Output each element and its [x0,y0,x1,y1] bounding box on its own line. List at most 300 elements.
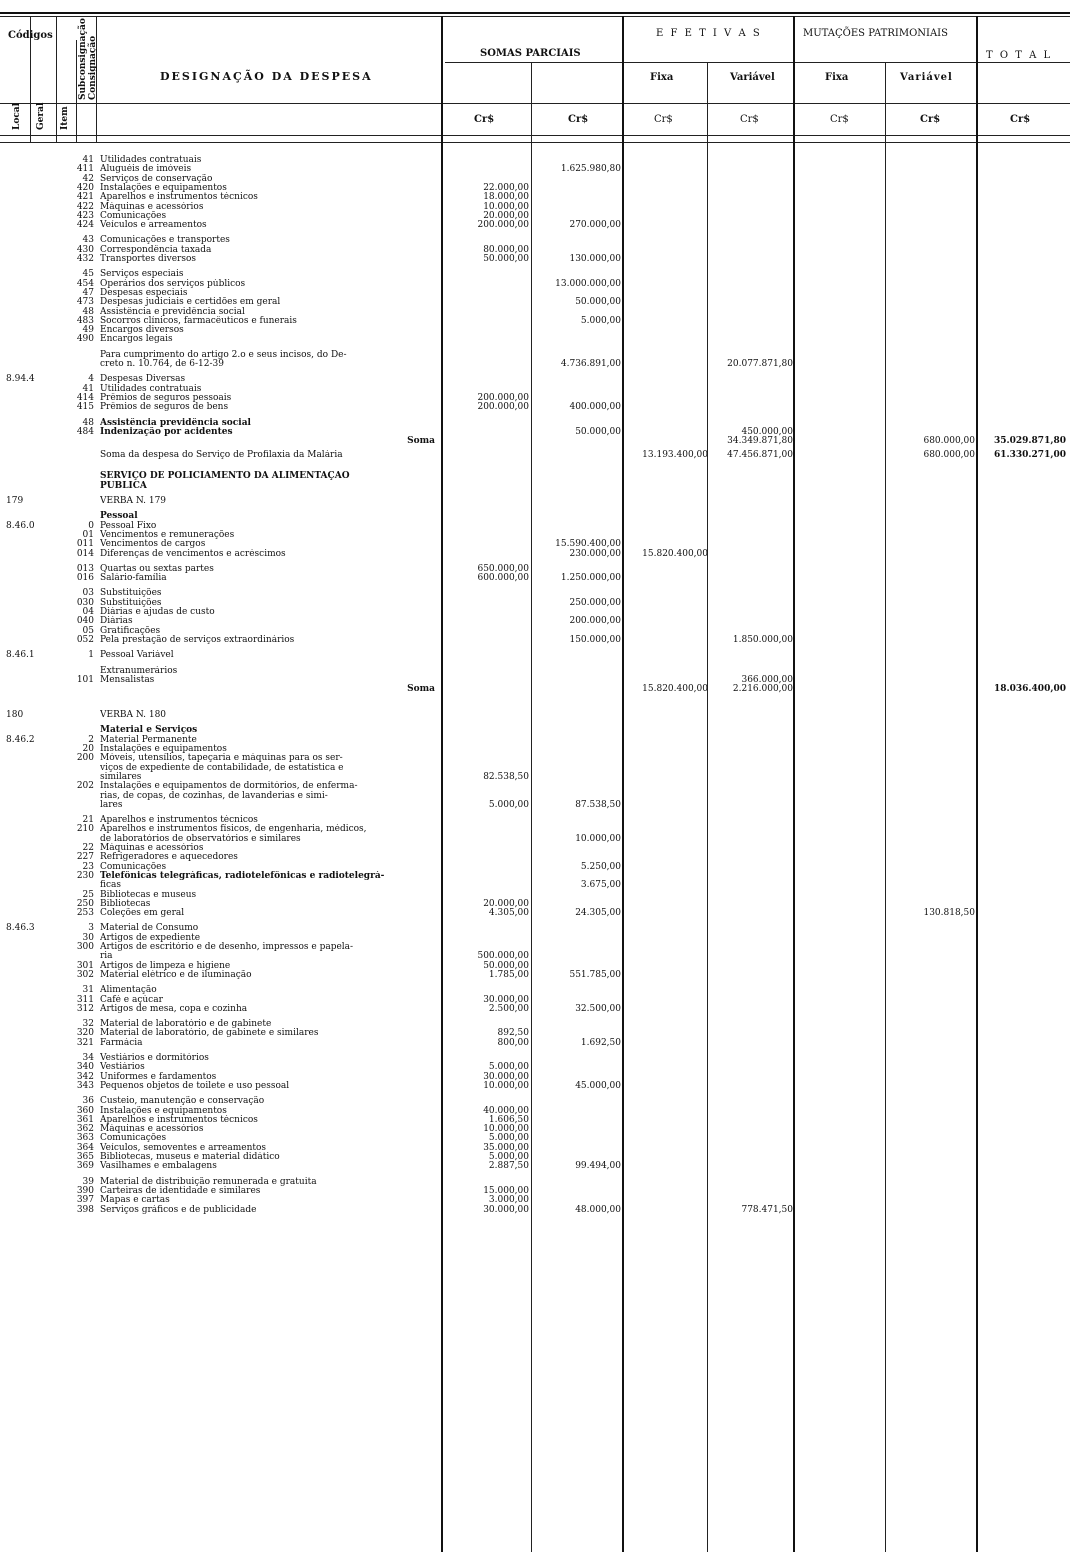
header-somas-parciais: SOMAS PARCIAIS [480,48,581,59]
cell-desc: Farmácia [100,1037,143,1048]
cell-item: 414 [76,392,94,403]
cell-p2: 270.000,00 [569,220,621,231]
cell-p1: 35.000,00 [483,1142,529,1153]
cell-desc: Instalações e equipamentos de dormitórios, de enferma- [100,781,358,792]
cell-p2: 5.000,00 [580,315,621,326]
cell-p1: 1.785,00 [488,969,529,980]
header-total: T O T A L [986,50,1053,61]
cell-item: 03 [82,588,94,599]
cell-p2: 130.000,00 [569,254,621,264]
cell-item: 31 [82,985,94,996]
header-consignacao: Consignação [88,35,98,100]
cell-desc: SERVIÇO DE POLICIAMENTO DA ALIMENTAÇÃO [100,471,350,482]
cell-item: 321 [76,1037,94,1048]
cell-desc: Máquinas e acessórios [100,1124,204,1135]
cell-ev: 366.000,00 [741,674,793,685]
cell-item: 014 [76,548,94,559]
cell-p2: 87.538,50 [575,799,621,810]
cell-p1: 5.000,00 [488,1152,529,1162]
cell-desc: Bibliotecas [100,898,151,909]
cell-p1: 4.305,00 [488,908,529,919]
header-fixa-mut: Fixa [825,72,849,83]
cell-item: 48 [82,306,94,317]
currency-label: Cr$ [1010,114,1031,125]
cell-desc: PÚBLICA [100,480,147,491]
cell-item: 415 [76,402,94,413]
cell-desc: Extranumerários [100,665,178,676]
table-row [0,650,1070,661]
cell-desc: rias, de copas, de cozinhas, de lavanderias e simi- [100,790,328,801]
table-row [0,800,1070,811]
cell-item: 25 [82,889,94,900]
cell-p2: 32.500,00 [575,1003,621,1014]
cell-item: 361 [76,1114,94,1125]
cell-p2: 400.000,00 [569,402,621,413]
cell-item: 369 [76,1161,94,1172]
cell-item: 42 [82,173,94,184]
header-geral: Geral [36,102,46,130]
cell-item: 013 [76,563,94,574]
table-row [0,573,1070,584]
cell-p1: 50.000,00 [483,960,529,971]
cell-item: 3 [88,923,94,934]
cell-desc: Aparelhos e instrumentos técnicos [100,1114,258,1125]
cell-item: 364 [76,1142,94,1153]
cell-desc: Instalações e equipamentos [100,744,227,754]
cell-ev: 20.077.871,80 [727,359,793,369]
cell-desc: ficas [100,880,122,891]
header-mutacoes: MUTAÇÕES PATRIMONIAIS [803,28,948,39]
cell-desc: Utilidades contratuais [100,383,202,394]
cell-desc: Diferenças de vencimentos e acréscimos [100,548,286,559]
cell-desc: Uniformes e fardamentos [100,1071,217,1082]
cell-desc: Operários dos serviços públicos [100,278,246,289]
table-row [0,496,1070,507]
cell-item: 424 [76,220,94,231]
cell-item: 05 [82,625,94,636]
cell-item: 362 [76,1124,94,1135]
cell-item: 040 [76,616,94,627]
top-rule-2 [0,16,1070,17]
table-row [0,908,1070,919]
cell-desc: Material e Serviços [100,725,198,736]
cell-p2: 1.625.980,80 [560,164,621,175]
cell-item: 360 [76,1105,94,1116]
cell-desc: Comunicações [100,210,167,221]
cell-desc: Mensalistas [100,674,155,685]
currency-label: Cr$ [740,114,759,125]
cell-desc: Serviços gráficos e de publicidade [100,1204,257,1215]
cell-p1: 18.000,00 [483,192,529,203]
cell-item: 41 [82,383,94,394]
cell-code: 8.46.1 [6,650,35,661]
table-row [0,549,1070,560]
cell-desc: Máquinas e acessórios [100,843,204,853]
cell-item: 1 [88,650,94,661]
cell-p1: 30.000,00 [483,1204,529,1215]
cell-desc: Pela prestação de serviços extraordinários [100,634,295,645]
table-row [0,254,1070,265]
cell-item: 253 [76,908,94,919]
cell-item: 490 [76,334,94,345]
cell-p2: 1.692,50 [580,1037,621,1048]
cell-desc: Vestiários [100,1062,145,1073]
cell-ev: 47.456.871,00 [727,450,793,461]
cell-desc: Comunicações e transportes [100,235,230,246]
cell-item: 420 [76,182,94,193]
cell-item: 101 [76,674,94,685]
table-row [0,1004,1070,1015]
cell-p1: 600.000,00 [477,573,529,584]
cell-desc: Serviços de conservação [100,173,213,184]
header-sub-rule [0,103,1070,104]
cell-desc: Artigos de limpeza e higiene [100,960,231,971]
cell-desc: Alimentação [100,985,157,996]
cell-p1: 5.000,00 [488,799,529,810]
cell-item: 011 [76,539,94,550]
currency-label: Cr$ [654,114,673,125]
cell-ev: 1.850.000,00 [732,634,793,645]
cell-desc: Assistência e previdência social [100,306,245,317]
cell-p2: 230.000,00 [569,548,621,559]
cell-item: 365 [76,1152,94,1162]
header-designacao: DESIGNAÇÃO DA DESPESA [160,70,373,83]
cell-desc: Vencimentos e remunerações [100,529,235,540]
cell-item: 473 [76,297,94,308]
cell-item: 34 [82,1053,94,1063]
cell-desc: Para cumprimento do artigo 2.o e seus incisos, do De- [100,349,347,360]
cell-item: 47 [82,287,94,298]
cell-p2: 45.000,00 [575,1080,621,1091]
currency-label: Cr$ [474,114,495,125]
cell-desc: Soma da despesa do Serviço de Profilaxia da Malária [100,450,343,461]
cell-desc: Aparelhos e instrumentos técnicos [100,815,258,826]
cell-p1: 10.000,00 [483,201,529,212]
cell-desc: Pequenos objetos de toilete e uso pessoal [100,1080,290,1091]
cell-p2: 200.000,00 [569,616,621,627]
cell-p2: 3.675,00 [580,880,621,891]
cell-desc: Material de distribuição remunerada e gratuita [100,1176,317,1187]
cell-ev: 34.349.871,80 [727,436,793,447]
cell-desc: Despesas judiciais e certidões em geral [100,297,281,308]
cell-item: 22 [82,843,94,853]
cell-soma: Soma [407,684,435,695]
cell-code: 8.46.2 [6,734,35,745]
cell-item: 04 [82,607,94,617]
cell-desc: Despesas especiais [100,287,188,298]
cell-desc: Salário-família [100,573,167,584]
cell-desc: Café e açúcar [100,994,163,1005]
table-row [0,1161,1070,1172]
currency-label: Cr$ [830,114,849,125]
cell-code: 180 [6,710,24,721]
cell-p1: 3.000,00 [488,1195,529,1206]
cell-desc: Coleções em geral [100,908,185,919]
table-row [0,635,1070,646]
cell-desc: Veículos, semoventes e arreamentos [100,1142,267,1153]
cell-desc: Móveis, utensílios, tapeçaria e máquinas para os ser- [100,753,343,764]
cell-desc: Veículos e arreamentos [100,220,207,231]
cell-p1: 10.000,00 [483,1124,529,1135]
cell-item: 397 [76,1195,94,1206]
cell-code: 8.46.3 [6,923,35,934]
table-row [0,1081,1070,1092]
cell-desc: de laboratórios de observatórios e similares [100,833,301,844]
cell-desc: Quartas ou sextas partes [100,563,214,574]
cell-p1: 15.000,00 [483,1185,529,1196]
cell-mv: 680.000,00 [923,436,975,447]
currency-label: Cr$ [920,114,941,125]
cell-desc: Aparelhos e instrumentos técnicos [100,192,258,203]
cell-item: 202 [76,781,94,792]
currency-label: Cr$ [568,114,589,125]
cell-item: 36 [82,1096,94,1107]
cell-desc: Pessoal [100,511,138,522]
cell-p2: 150.000,00 [569,634,621,645]
cell-item: 301 [76,960,94,971]
cell-desc: Prêmios de seguros pessoais [100,392,232,403]
cell-p2: 99.494,00 [575,1161,621,1172]
table-row [0,359,1070,370]
cell-desc: creto n. 10.764, de 6-12-39 [100,359,224,369]
cell-desc: Comunicações [100,1133,167,1144]
cell-desc: Instalações e equipamentos [100,182,227,193]
header-variavel-mut: Variável [900,72,953,83]
cell-desc: Aluguéis de imóveis [100,164,192,175]
cell-p1: 2.500,00 [488,1003,529,1014]
header-bottom-rule [0,135,1070,136]
cell-tot: 61.330.271,00 [993,450,1066,461]
vrule-item [76,40,77,142]
cell-desc: lares [100,799,123,810]
cell-p1: 5.000,00 [488,1133,529,1144]
cell-desc: Aparelhos e instrumentos físicos, de engenharia, médicos, [100,824,367,835]
cell-p1: 892,50 [497,1028,529,1039]
cell-item: 210 [76,824,94,835]
cell-item: 432 [76,254,94,264]
cell-desc: Custeio, manutenção e conservação [100,1096,265,1107]
cell-item: 363 [76,1133,94,1144]
cell-desc: Diárias e ajudas de custo [100,607,215,617]
header-fixa: Fixa [650,72,674,83]
cell-p1: 1.606,50 [488,1114,529,1125]
cell-code: 8.46.0 [6,520,35,531]
cell-mv: 680.000,00 [923,450,975,461]
cell-desc: Carteiras de identidade e similares [100,1185,261,1196]
cell-p1: 30.000,00 [483,1071,529,1082]
cell-desc: Gratificações [100,625,161,636]
cell-desc: Substituições [100,588,162,599]
cell-p1: 200.000,00 [477,402,529,413]
cell-p2: 5.250,00 [580,861,621,872]
cell-item: 23 [82,861,94,872]
cell-p1: 80.000,00 [483,244,529,255]
cell-desc: Correspondência taxada [100,244,212,255]
cell-desc: Artigos de mesa, copa e cozinha [100,1003,248,1014]
cell-item: 483 [76,315,94,326]
cell-item: 200 [76,753,94,764]
cell-desc: Transportes diversos [100,254,196,264]
cell-item: 01 [82,529,94,540]
table-row [0,334,1070,345]
cell-p2: 15.590.400,00 [555,539,621,550]
cell-p1: 200.000,00 [477,220,529,231]
table-row [0,1038,1070,1049]
cell-item: 030 [76,597,94,608]
cell-p1: 20.000,00 [483,898,529,909]
cell-desc: similares [100,771,142,782]
cell-p2: 4.736.891,00 [560,359,621,369]
table-row [0,402,1070,413]
table-row [0,970,1070,981]
cell-p2: 13.000.000,00 [555,278,621,289]
cell-desc: Socorros clínicos, farmacêuticos e funerais [100,315,297,326]
table-row [0,436,1070,447]
cell-item: 45 [82,269,94,280]
cell-desc: Máquinas e acessórios [100,201,204,212]
cell-desc: Despesas Diversas [100,374,186,385]
cell-desc: VERBA N. 179 [100,496,167,506]
cell-item: 39 [82,1176,94,1187]
cell-p1: 40.000,00 [483,1105,529,1116]
cell-p2: 24.305,00 [575,908,621,919]
cell-p1: 500.000,00 [477,951,529,962]
cell-p1: 30.000,00 [483,994,529,1005]
cell-item: 43 [82,235,94,246]
cell-item: 311 [76,994,94,1005]
cell-item: 454 [76,278,94,289]
cell-item: 320 [76,1028,94,1039]
cell-desc: Material de laboratório, de gabinete e similares [100,1028,319,1039]
cell-p2: 50.000,00 [575,297,621,308]
cell-item: 423 [76,210,94,221]
cell-item: 227 [76,852,94,863]
cell-p1: 5.000,00 [488,1062,529,1073]
cell-desc: Material de laboratório e de gabinete [100,1019,272,1030]
cell-p2: 250.000,00 [569,597,621,608]
cell-item: 250 [76,898,94,909]
cell-desc: VERBA N. 180 [100,710,167,721]
cell-item: 052 [76,634,94,645]
cell-item: 302 [76,969,94,980]
cell-desc: Telefônicas telegráficas, radiotelefônicas e radiotelegrá- [100,870,385,881]
header-efetivas: E F E T I V A S [656,28,762,39]
table-row [0,684,1070,695]
cell-item: 421 [76,192,94,203]
cell-desc: Mapas e cartas [100,1195,170,1206]
cell-code: 8.94.4 [6,374,35,385]
vrule-geral [56,16,57,142]
cell-item: 49 [82,325,94,336]
table-row [0,450,1070,461]
cell-desc: Artigos de expediente [100,932,201,943]
cell-desc: Vestiários e dormitórios [100,1053,209,1063]
cell-item: 342 [76,1071,94,1082]
cell-mv: 130.818,50 [923,908,975,919]
cell-desc: Bibliotecas, museus e material didático [100,1152,280,1162]
cell-desc: Vasilhames e embalagens [100,1161,217,1172]
cell-desc: Material de Consumo [100,923,199,934]
cell-item: 411 [76,164,94,175]
table-row [0,481,1070,492]
cell-p1: 82.538,50 [483,771,529,782]
table-row [0,710,1070,721]
cell-item: 2 [88,734,94,745]
cell-desc: Refrigeradores e aquecedores [100,852,238,863]
cell-desc: Diárias [100,616,133,627]
cell-desc: Prêmios de seguros de bens [100,402,229,413]
cell-desc: Bibliotecas e museus [100,889,197,900]
cell-item: 312 [76,1003,94,1014]
cell-p1: 650.000,00 [477,563,529,574]
header-variavel: Variável [730,72,775,83]
cell-item: 422 [76,201,94,212]
header-codigos: Códigos [8,30,53,41]
cell-soma: Soma [407,436,435,447]
cell-ev: 778.471,50 [741,1204,793,1215]
cell-desc: Encargos legais [100,334,173,345]
cell-desc: Assistência previdência social [100,417,251,428]
cell-item: 4 [88,374,94,385]
cell-desc: Instalações e equipamentos [100,1105,227,1116]
cell-item: 20 [82,744,94,754]
table-row [0,220,1070,231]
cell-item: 398 [76,1204,94,1215]
cell-item: 30 [82,932,94,943]
cell-item: 016 [76,573,94,584]
cell-desc: Pessoal Fixo [100,520,157,531]
cell-tot: 35.029.871,80 [993,436,1066,447]
cell-desc: Material Permanente [100,734,197,745]
cell-ev: 450.000,00 [741,426,793,437]
cell-p2: 551.785,00 [569,969,621,980]
cell-p2: 48.000,00 [575,1204,621,1215]
cell-item: 48 [82,417,94,428]
cell-p2: 1.250.000,00 [560,573,621,584]
cell-p1: 2.887,50 [488,1161,529,1172]
cell-item: 230 [76,870,94,881]
header-local: Local [12,102,22,130]
cell-ef: 15.820.400,00 [642,684,708,695]
cell-ev: 2.216.000,00 [732,684,793,695]
header-item: Item [60,106,70,130]
cell-item: 0 [88,520,94,531]
cell-p1: 200.000,00 [477,392,529,403]
cell-code: 179 [6,496,24,506]
cell-item: 343 [76,1080,94,1091]
cell-desc: Pessoal Variável [100,650,174,661]
header-bottom-rule-2 [0,142,1070,143]
cell-desc: Indenização por acidentes [100,426,233,437]
cell-item: 390 [76,1185,94,1196]
top-rule [0,12,1070,14]
cell-ef: 15.820.400,00 [642,548,708,559]
cell-desc: Utilidades contratuais [100,155,202,165]
cell-desc: Encargos diversos [100,325,184,336]
cell-desc: Substituições [100,597,162,608]
cell-p2: 50.000,00 [575,426,621,437]
cell-ef: 13.193.400,00 [642,450,708,461]
cell-item: 21 [82,815,94,826]
cell-desc: ria [100,951,113,962]
table-row [0,1205,1070,1216]
cell-desc: Vencimentos de cargos [100,539,206,550]
cell-item: 430 [76,244,94,255]
cell-desc: Comunicações [100,861,167,872]
cell-p1: 20.000,00 [483,210,529,221]
cell-item: 340 [76,1062,94,1073]
cell-desc: Material elétrico e de iluminação [100,969,252,980]
